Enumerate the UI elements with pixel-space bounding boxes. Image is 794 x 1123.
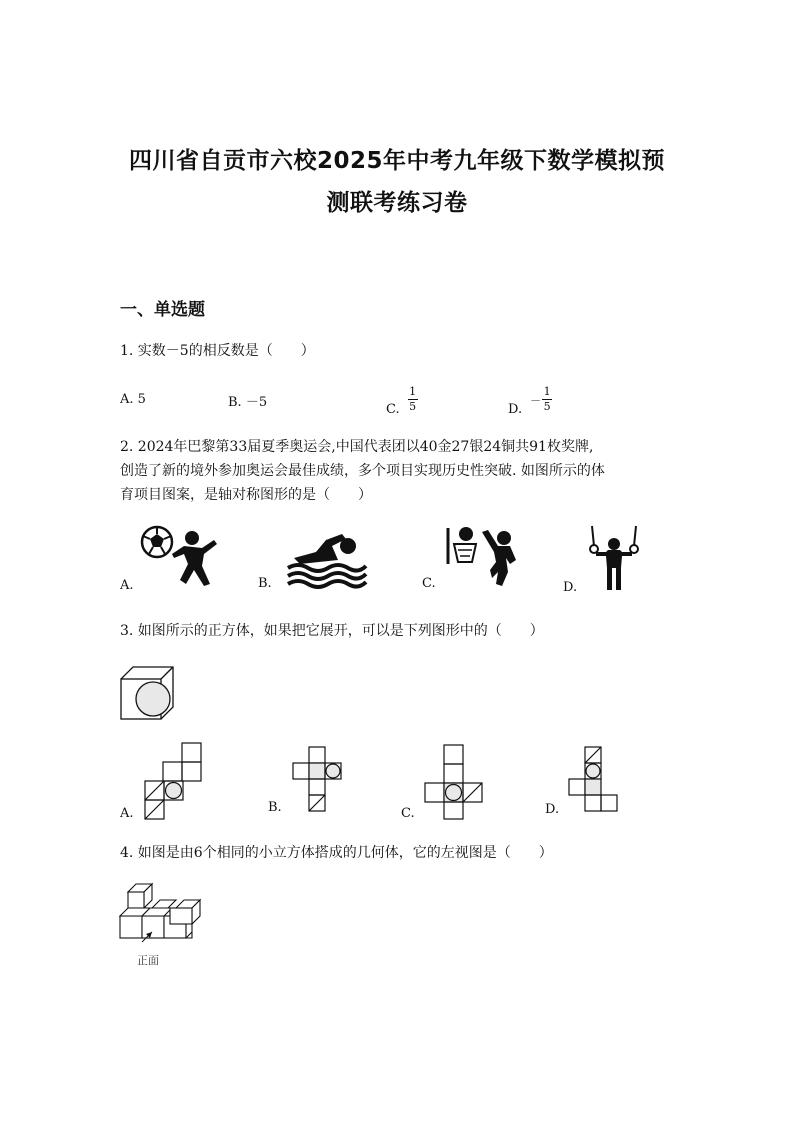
q1-option-a[interactable]: A. 5: [120, 392, 146, 407]
q3-option-a-label[interactable]: A.: [120, 806, 134, 821]
page-title-line2: 测联考练习卷: [326, 190, 468, 216]
q3-option-c-label[interactable]: C.: [401, 806, 415, 821]
q1-option-c-numerator: 1: [409, 385, 417, 398]
q3-option-d-label[interactable]: D.: [545, 802, 560, 817]
q3-option-d-net[interactable]: [568, 746, 620, 816]
question-1-text: 1. 实数－5的相反数是（ ）: [120, 343, 315, 359]
q1-option-c-denominator: 5: [409, 400, 417, 413]
q1-option-d-numerator: 1: [543, 385, 551, 398]
q1-option-d-denominator: 5: [543, 400, 551, 413]
q1-option-d-label: D.: [508, 402, 523, 417]
q1-option-d-fraction: [542, 386, 552, 413]
q1-option-c-label: C.: [386, 402, 400, 417]
q3-option-b-label[interactable]: B.: [268, 800, 282, 815]
q1-option-c-fraction: [408, 386, 418, 413]
question-2-line3: 育项目图案，是轴对称图形的是（ ）: [120, 487, 372, 503]
q1-option-d-sign: －: [530, 393, 542, 407]
question-4-text: 4. 如图是由6个相同的小立方体搭成的几何体，它的左视图是（ ）: [120, 845, 553, 861]
q2-option-b-label[interactable]: B.: [258, 576, 272, 591]
q2-option-c-label[interactable]: C.: [422, 576, 436, 591]
section-heading: 一、单选题: [120, 300, 205, 320]
q3-option-b-net[interactable]: [292, 746, 352, 814]
basketball-player-icon[interactable]: [444, 524, 524, 588]
q3-option-a-net[interactable]: [144, 742, 204, 820]
q1-option-d[interactable]: [508, 382, 552, 417]
q2-option-d-label[interactable]: D.: [563, 580, 578, 595]
gymnast-rings-icon[interactable]: [584, 524, 644, 592]
cube-stack-figure: [118, 880, 204, 944]
q3-option-c-net[interactable]: [424, 744, 486, 820]
cube-figure: [120, 666, 174, 720]
front-view-label: 正面: [137, 954, 159, 967]
question-2-line2: 创造了新的境外参加奥运会最佳成绩，多个项目实现历史性突破. 如图所示的体: [120, 463, 605, 479]
q1-option-b[interactable]: B. －5: [228, 395, 268, 410]
swimmer-icon[interactable]: [286, 530, 366, 586]
question-2-line1: 2. 2024年巴黎第33届夏季奥运会,中国代表团以40金27银24铜共91枚奖牌,: [120, 439, 594, 455]
football-player-icon[interactable]: [140, 524, 220, 592]
q2-option-a-label[interactable]: A.: [120, 578, 134, 593]
question-3-text: 3. 如图所示的正方体，如果把它展开，可以是下列图形中的（ ）: [120, 623, 544, 639]
q1-option-c[interactable]: [386, 382, 418, 417]
page-title-line1: 四川省自贡市六校2025年中考九年级下数学模拟预: [128, 148, 665, 174]
